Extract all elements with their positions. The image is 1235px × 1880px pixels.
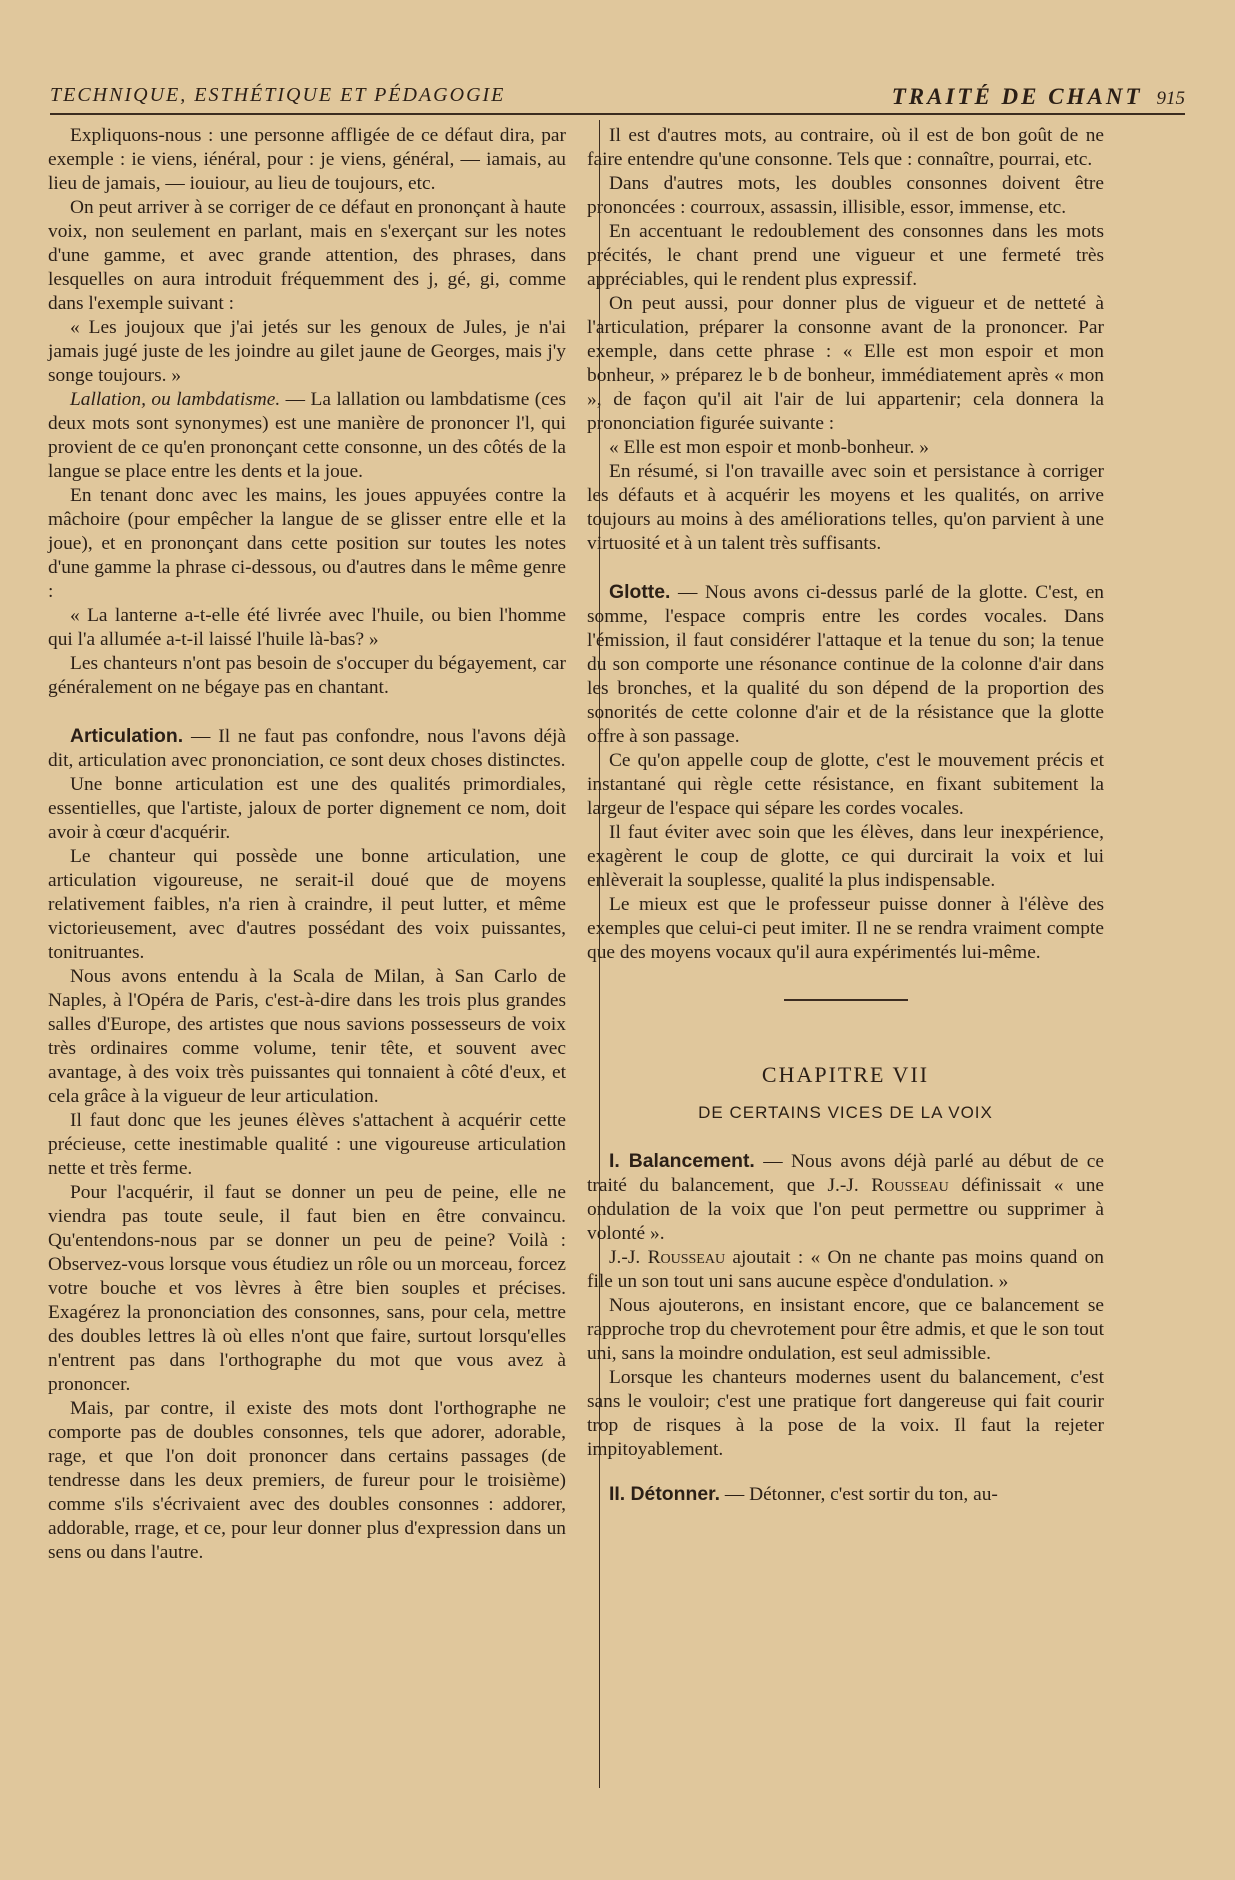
paragraph: En résumé, si l'on travaille avec soin et persistance à corriger les défauts et à acquérir les moyens et les qualités, on arrive toujours au moins à des améliorations telles, qu'on parvient à une virtuosité et à un talent très suffisants. xyxy=(587,461,1104,554)
paragraph: « Elle est mon espoir et monb-bonheur. » xyxy=(609,437,929,458)
paragraph xyxy=(587,580,1104,749)
paragraph: Le mieux est que le professeur puisse donner à l'élève des exemples que celui-ci peut imiter. Il ne se rendra vraiment compte que des moyens vocaux qu'il aura expérimentés lui-même. xyxy=(587,894,1104,963)
paragraph: On peut aussi, pour donner plus de vigueur et de netteté à l'articulation, préparer la consonne avant de la prononcer. Par exemple, dans cette phrase : « Elle est mon espoir et mon bonheur, » préparez le b de bonheur, immédiatement après « mon », de façon qu'il ait l'air de lui appartenir; cela donnera la prononciation figurée suivante : xyxy=(587,293,1104,434)
paragraph: Dans d'autres mots, les doubles consonnes doivent être prononcées : courroux, assassin, illisible, essor, immense, etc. xyxy=(587,173,1104,218)
section-heading-balancement: I. Balancement. xyxy=(609,1150,755,1172)
paragraph: Ce qu'on appelle coup de glotte, c'est le mouvement précis et instantané qui règle cette résistance, en fixant subitement la largeur de l'espace qui sépare les cordes vocales. xyxy=(587,750,1104,819)
author-name: Rousseau xyxy=(647,1247,726,1268)
paragraph-body: ajoutait : « On ne chante pas moins quand on file un son tout uni sans aucune espèce d'ondulation. » xyxy=(587,1247,1105,1292)
paragraph: En tenant donc avec les mains, les joues appuyées contre la mâchoire (pour empêcher la langue de se glisser entre elle et la joue), et en prononçant dans cette position sur toutes les notes d'une gamme la phrase ci-dessous, ou d'autres dans le même genre : xyxy=(48,485,566,602)
paragraph: En accentuant le redoublement des consonnes dans les mots précités, le chant prend une vigueur et une fermeté très appréciables, qui le rendent plus expressif. xyxy=(587,221,1104,290)
paragraph: Nous ajouterons, en insistant encore, que ce balancement se rapproche trop du chevrotement pour être admis, et que le son tout uni, sans la moindre ondulation, est seul admissible. xyxy=(587,1295,1104,1364)
author-name: Rousseau xyxy=(871,1175,949,1196)
paragraph: Le chanteur qui possède une bonne articulation, une articulation vigoureuse, ne serait-il doué que de moyens relativement faibles, n'a rien à craindre, il peut lutter, et même victorieusement, avec d'autres possédant des voix puissantes, tonitruantes. xyxy=(48,846,566,963)
right-column xyxy=(587,124,1104,1507)
paragraph: Lorsque les chanteurs modernes usent du balancement, c'est sans le vouloir; c'est une pratique fort dangereuse qui fait courir trop de risques à la pose de la voix. Il faut la rejeter impitoyablement. xyxy=(587,1367,1104,1460)
header-rule xyxy=(50,113,1185,115)
paragraph-body: définissait « une ondulation de la voix que l'on peut permettre ou supprimer à volonté ». xyxy=(587,1175,1104,1244)
section-heading-articulation: Articulation. xyxy=(70,725,184,747)
running-head-left: TECHNIQUE, ESTHÉTIQUE ET PÉDAGOGIE xyxy=(50,84,506,106)
paragraph: Mais, par contre, il existe des mots dont l'orthographe ne comporte pas de doubles consonnes, tels que adorer, adorable, rage, et que l'on doit prononcer dans certains passages (de tendresse dans les deux premiers, de fureur pour le troisième) comme s'ils s'écrivaient avec des doubles consonnes : addorer, addorable, rrage, et ce, pour leur donner plus d'expression dans un sens ou dans l'autre. xyxy=(48,1398,566,1563)
paragraph: Il faut éviter avec soin que les élèves, dans leur inexpérience, exagèrent le coup de glotte, ce qui durcirait la voix et lui enlèverait la souplesse, qualité la plus indispensable. xyxy=(587,822,1104,891)
paragraph: Il est d'autres mots, au contraire, où il est de bon goût de ne faire entendre qu'une consonne. Tels que : connaître, pourrai, etc. xyxy=(587,125,1104,170)
paragraph xyxy=(48,724,566,773)
page-number: 915 xyxy=(1156,88,1185,109)
paragraph xyxy=(587,1482,1104,1507)
paragraph-body: — Nous avons ci-dessus parlé de la glotte. C'est, en somme, l'espace compris entre les cordes vocales. Dans l'émission, il faut considérer l'attaque et la tenue du son; la tenue du son comporte une résonance continue de la colonne d'air dans les bronches, et la qualité du son dépend de la proportion des sonorités de cette colonne d'air et de la résistance que la glotte offre à son passage. xyxy=(587,582,1104,747)
running-head xyxy=(50,84,1185,110)
paragraph-body: — La lallation ou lambdatisme (ces deux mots sont synonymes) est une manière de prononcer l'l, qui provient de ce qu'en prononçant cette consonne, un des côtés de la langue se place entre les dents et la joue. xyxy=(48,389,566,482)
paragraph: Nous avons entendu à la Scala de Milan, à San Carlo de Naples, à l'Opéra de Paris, c'est-à-dire dans les trois plus grandes salles d'Europe, des artistes que nous savions possesseurs de voix très ordinaires comme volume, tenir tête, et souvent avec avantage, à des voix très puissantes qui tonnaient à côté d'eux, et cela grâce à la vigueur de leur articulation. xyxy=(48,966,566,1107)
paragraph xyxy=(48,388,566,484)
paragraph: On peut arriver à se corriger de ce défaut en prononçant à haute voix, non seulement en parlant, mais en s'exerçant sur les notes d'une gamme, et avec grande attention, des phrases, dans lesquelles on aura introduit fréquemment des j, gé, gi, comme dans l'exemple suivant : xyxy=(48,197,566,314)
paragraph: Une bonne articulation est une des qualités primordiales, essentielles, que l'artiste, jaloux de porter dignement ce nom, doit avoir à cœur d'acquérir. xyxy=(48,774,566,843)
section-heading-detonner: II. Détonner. xyxy=(609,1483,720,1505)
paragraph: Expliquons-nous : une personne affligée de ce défaut dira, par exemple : ie viens, iénéral, pour : je viens, général, — iamais, au lieu de jamais, — iouiour, au lieu de toujours, etc. xyxy=(48,125,566,194)
paragraph-body: — Nous avons déjà parlé au début de ce traité du balancement, que J.-J. xyxy=(587,1151,1104,1196)
paragraph-body: — Il ne faut pas confondre, nous l'avons déjà dit, articulation avec prononciation, ce sont deux choses distinctes. xyxy=(48,726,566,771)
section-divider xyxy=(784,999,908,1001)
paragraph xyxy=(587,1149,1104,1246)
paragraph: « Les joujoux que j'ai jetés sur les genoux de Jules, je n'ai jamais jugé juste de les joindre au gilet jaune de Georges, mais j'y songe toujours. » xyxy=(48,317,566,386)
paragraph-body: — Détonner, c'est sortir du ton, au- xyxy=(719,1484,998,1505)
paragraph-body: J.-J. xyxy=(609,1247,648,1268)
paragraph: Les chanteurs n'ont pas besoin de s'occuper du bégayement, car généralement on ne bégaye pas en chantant. xyxy=(48,653,566,698)
chapter-title: CHAPITRE VII xyxy=(761,1062,930,1087)
paragraph-term: Lallation, ou lambdatisme. xyxy=(70,389,281,410)
paragraph: Il faut donc que les jeunes élèves s'attachent à acquérir cette précieuse, cette inestimable qualité : une vigoureuse articulation nette et très ferme. xyxy=(48,1110,566,1179)
paragraph: Pour l'acquérir, il faut se donner un peu de peine, elle ne viendra pas toute seule, il faut bien en être convaincu. Qu'entendons-nous par se donner un peu de peine? Voilà : Observez-vous lorsque vous étudiez un rôle ou un morceau, forcez votre bouche et vos lèvres à être bien souples et précises. Exagérez la prononciation des consonnes, sans, pour cela, mettre des doubles lettres là où elles n'ont que faire, surtout lorsqu'elles n'entrent pas dans l'orthographe du mot que vous avez à prononcer. xyxy=(48,1182,566,1395)
paragraph: « La lanterne a-t-elle été livrée avec l'huile, ou bien l'homme qui l'a allumée a-t-il laissé l'huile là-bas? » xyxy=(48,605,566,650)
section-heading-glotte: Glotte. xyxy=(609,581,671,603)
running-head-right xyxy=(892,84,1185,110)
paragraph xyxy=(587,1246,1104,1294)
left-column xyxy=(48,124,566,1565)
running-head-title: TRAITÉ DE CHANT xyxy=(891,84,1143,109)
chapter-subtitle: DE CERTAINS VICES DE LA VOIX xyxy=(698,1103,993,1122)
